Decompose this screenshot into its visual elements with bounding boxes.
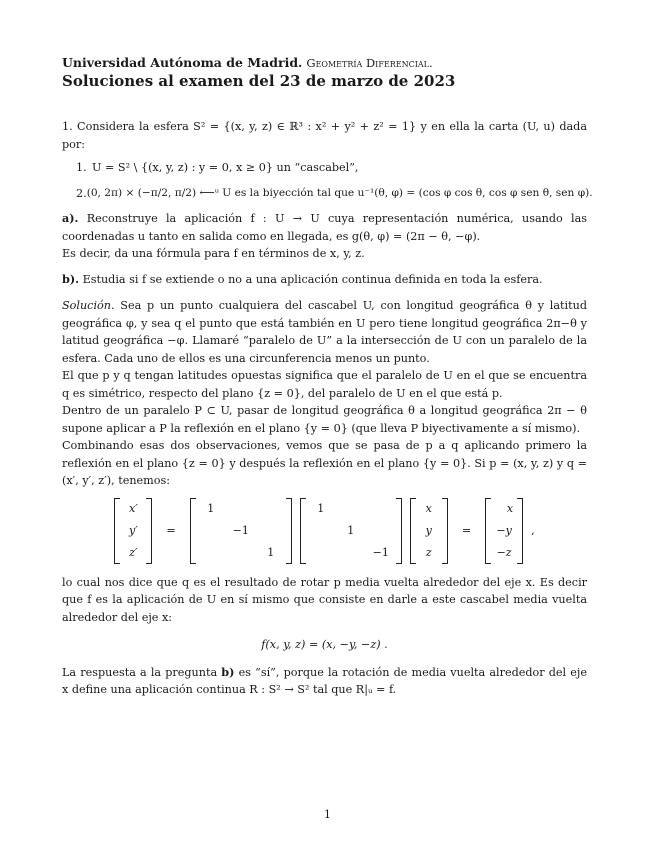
list-item-number: 2. <box>76 186 87 200</box>
solution-paragraph-2: El que p y q tengan latitudes opuestas significa que el paralelo de U en el que se encuentra q es simétrico, respecto del plano {z = 0}, del paralelo de U en el que está p. <box>62 369 587 400</box>
problem-intro: 1. Considera la esfera S² = {(x, y, z) ∈ ℝ³ : x² + y² + z² = 1} y en ella la carta (U, u) dada por: <box>62 120 587 151</box>
solution-paragraph-6 <box>62 664 587 699</box>
matrix-cell: −1 <box>372 545 389 559</box>
list-item-number: 1. <box>76 161 87 174</box>
matrix-cell <box>196 520 226 542</box>
solution-paragraph-4: Combinando esas dos observaciones, vemos que se pasa de p a q aplicando primero la reflexión en el plano {z = 0} y después la reflexión en el plano {y = 0}. Si p = (x, y, z) y q = (x′, y′, z′), tenemos: <box>62 439 587 487</box>
matrix-cell: y′ <box>128 523 138 537</box>
document-page <box>62 55 593 699</box>
matrix-cell: 1 <box>317 501 325 515</box>
solution-paragraph-3: Dentro de un paralelo P ⊂ U, pasar de longitud geográfica θ a longitud geográfica 2π − θ supone aplicar a P la reflexión en el plano {y = 0} (que lleva P biyectivamente a sí mismo). <box>62 404 587 435</box>
matrix-cell: y <box>425 523 432 537</box>
matrix-cell: −z <box>496 545 512 559</box>
trailing-comma: , <box>531 523 535 537</box>
solution-paragraph-5: lo cual nos dice que q es el resultado de rotar p media vuelta alrededor del eje x. Es decir que f es la aplicación de U en sí mismo que consiste en darle a este cascabel media vuelta alrededor del eje x: <box>62 575 587 624</box>
answer-text-start: La respuesta a la pregunta <box>62 665 222 679</box>
answer-text-end: es “sí”, porque la rotación de media vuelta alrededor del eje x define una aplicación continua R : S² → S² tal que R|ᵤ = f. <box>62 665 587 696</box>
equals-sign: = <box>461 523 472 537</box>
matrix-cell: 1 <box>207 501 215 515</box>
matrix-cell <box>196 542 226 564</box>
matrix-cell <box>226 498 256 520</box>
matrix-equation <box>62 498 587 564</box>
reflection-matrix-y <box>190 498 292 564</box>
document-title: Soluciones al examen del 23 de marzo de 2023 <box>62 72 456 90</box>
part-a-text: Reconstruye la aplicación f : U → U cuya representación numérica, usando las coordenadas u tanto en salida como en llegada, es g(θ, φ) = (2π − θ, −φ). <box>62 212 587 243</box>
part-b <box>62 271 587 289</box>
header-line <box>62 55 587 71</box>
university-name: Universidad Autónoma de Madrid. <box>62 55 303 70</box>
matrix-cell <box>306 520 336 542</box>
page-number: 1 <box>324 808 331 821</box>
matrix-cell: x <box>425 501 432 515</box>
part-a-label: a). <box>62 211 79 225</box>
matrix-cell <box>336 498 366 520</box>
matrix-cell: x′ <box>128 501 138 515</box>
list-item <box>76 159 587 177</box>
matrix-cell <box>256 520 286 542</box>
chart-definition-list <box>76 159 593 202</box>
matrix-cell: −y <box>496 523 512 537</box>
equals-sign: = <box>166 523 176 537</box>
matrix-cell <box>366 520 396 542</box>
matrix-cell: z <box>425 545 432 559</box>
answer-part-label: b) <box>221 664 235 679</box>
part-b-label: b). <box>62 271 80 286</box>
result-formula: f(x, y, z) = (x, −y, −z) . <box>261 638 388 651</box>
course-name: Geometría Diferencial. <box>306 56 433 70</box>
list-item-text: (0, 2π) × (−π/2, π/2) ⟵ᵘ U es la biyección tal que u⁻¹(θ, φ) = (cos φ cos θ, cos φ sen θ, sen φ). <box>86 186 593 199</box>
matrix-cell: x <box>506 501 514 515</box>
list-item <box>76 185 593 203</box>
solution-label: Solución. <box>62 299 115 312</box>
part-a <box>62 210 587 245</box>
matrix-cell <box>336 542 366 564</box>
matrix-cell: z′ <box>129 545 138 559</box>
reflection-matrix-z <box>300 498 402 564</box>
matrix-cell <box>226 542 256 564</box>
lhs-vector <box>114 498 152 564</box>
solution-text: Sea p un punto cualquiera del cascabel U, con longitud geográfica θ y latitud geográfica φ, y sea q el punto que está también en U pero tiene longitud geográfica 2π−θ y latitud geográfica −φ. Llamaré “paralelo de U” a la intersección de U con un paralelo de la esfera. Cada uno de ellos es una circunferencia menos un punto. <box>62 299 587 365</box>
matrix-cell <box>256 498 286 520</box>
matrix-cell <box>306 542 336 564</box>
result-vector <box>485 498 523 564</box>
matrix-cell: 1 <box>347 523 355 537</box>
solution-paragraph-1 <box>62 297 587 367</box>
matrix-cell <box>366 498 396 520</box>
list-item-text: U = S² \ {(x, y, z) : y = 0, x ≥ 0} un “cascabel”, <box>92 161 359 174</box>
matrix-cell: 1 <box>267 545 275 559</box>
part-b-text: Estudia si f se extiende o no a una aplicación continua definida en toda la esfera. <box>79 272 543 286</box>
matrix-cell: −1 <box>232 523 249 537</box>
part-a-continued: Es decir, da una fórmula para f en términos de x, y, z. <box>62 247 365 260</box>
input-vector <box>410 498 448 564</box>
